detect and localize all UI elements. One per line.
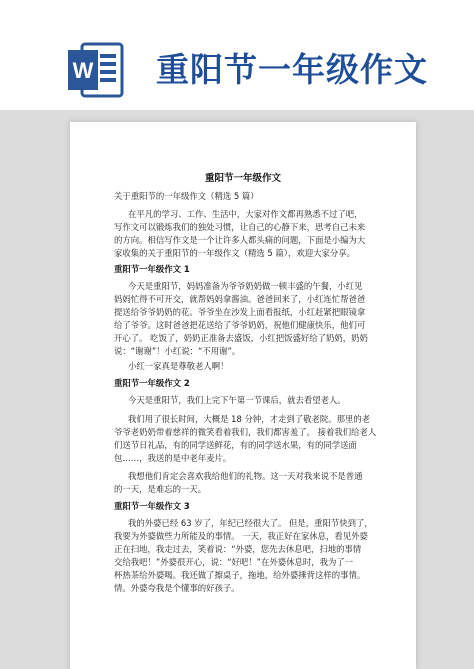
paragraph-line: 小红一家真是尊敬老人啊！ bbox=[128, 361, 229, 371]
paragraph-line: 们送节日礼品，有的同学送鲜花，有的同学送水果，有的同学送面 bbox=[114, 440, 357, 450]
section-heading: 重阳节一年级作文 3 bbox=[114, 501, 190, 511]
section-heading: 重阳节一年级作文 2 bbox=[114, 378, 190, 388]
banner-title: 重阳节一年级作文 bbox=[156, 50, 428, 89]
paragraph-line: 爷爷老奶奶带着慈祥的微笑看着我们，我们都害羞了。 接着我们给老人 bbox=[114, 427, 377, 437]
paragraph-line: 我要为外婆做些力所能及的事情。 一天，我正好在家休息，看见外婆 bbox=[114, 531, 368, 541]
document-title: 重阳节一年级作文 bbox=[204, 173, 281, 184]
paragraph-line: 我的外婆已经 63 岁了，年纪已经很大了。 但是，重阳节快到了， bbox=[128, 518, 373, 528]
paragraph-line: 家收集的关于重阳节的一年级作文（精选 5 篇），欢迎大家分享。 bbox=[114, 248, 355, 258]
paragraph-line: 妈妈忙得不可开交，就帮妈妈拿酱油。爸爸回来了，小红连忙帮爸爸 bbox=[114, 294, 366, 304]
paragraph-line: 情。外婆夸我是个懂事的好孩子。 bbox=[114, 583, 240, 593]
paragraph-line: 今天是重阳节，我们上完下午第一节课后，就去看望老人。 bbox=[128, 395, 346, 405]
paragraph-line: 说：“谢谢”！小红说：“不用谢”。 bbox=[114, 346, 241, 356]
paragraph-line: 在平凡的学习、工作、生活中，大家对作文都再熟悉不过了吧， bbox=[128, 209, 363, 219]
word-document-icon bbox=[64, 38, 128, 102]
paragraph-line: 正在扫地，我走过去，笑着说：“外婆，您先去休息吧，扫地的事情 bbox=[114, 544, 362, 554]
paragraph-line: 开心了。 吃饭了，奶奶正准备去盛饭，小红把饭盛好给了奶奶，奶奶 bbox=[114, 333, 368, 343]
paragraph-line: 包……，我送的是中老年麦片。 bbox=[114, 453, 232, 463]
paragraph-line: 的一天，是难忘的一天。 bbox=[114, 484, 207, 494]
svg-text:W: W bbox=[72, 58, 94, 83]
paragraph-line: 我们用了很长时间，大概是 18 分钟，才走到了敬老院。那里的老 bbox=[128, 414, 371, 424]
document-page bbox=[70, 122, 416, 669]
paragraph-line: 我想他们肯定会喜欢我给他们的礼物。这一天对我来说不是普通 bbox=[128, 471, 363, 481]
paragraph-line: 的方向。相信写作文是一个让许多人都头痛的问题，下面是小编为大 bbox=[114, 235, 366, 245]
paragraph-line: 交给我吧！”外婆很开心，说：“好吧！”在外婆休息时，我为了一 bbox=[114, 557, 354, 567]
banner bbox=[0, 0, 474, 110]
paragraph-line: 给了爷爷。这时爸爸把花送给了爷爷奶奶，祝他们健康快乐，他们可 bbox=[114, 320, 366, 330]
section-heading: 重阳节一年级作文 1 bbox=[114, 264, 190, 274]
document-subtitle: 关于重阳节的一年级作文（精选 5 篇） bbox=[114, 191, 259, 201]
paragraph-line: 写作文可以锻炼我们的独处习惯，让自己的心静下来，思考自己未来 bbox=[114, 222, 366, 232]
paragraph-line: 今天是重阳节，妈妈准备为爷爷奶奶做一顿丰盛的午餐，小红见 bbox=[128, 281, 363, 291]
paragraph-line: 提送给爷爷奶奶的花。爷爷坐在沙发上面看报纸，小红赶紧把眼镜拿 bbox=[114, 307, 366, 317]
paragraph-line: 杯热茶给外婆喝。我还做了擦桌子，拖地，给外婆捶背这样的事情。 bbox=[114, 570, 366, 580]
